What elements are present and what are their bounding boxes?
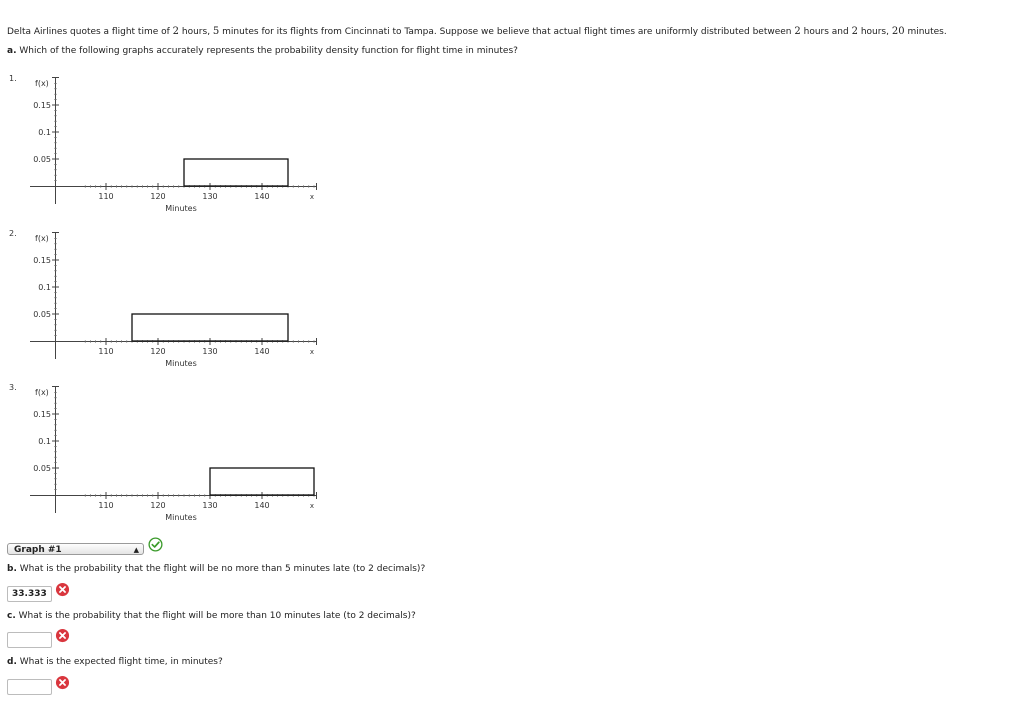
x-tick-label: 140 <box>254 347 270 356</box>
density-rect <box>184 159 288 186</box>
part-c-label: c. <box>7 611 16 621</box>
y-axis-label: f(x) <box>35 234 49 243</box>
part-b-answer-input[interactable]: 33.333 <box>7 586 52 602</box>
y-tick-label: 0.15 <box>33 410 51 419</box>
x-tick-label: 110 <box>98 347 114 356</box>
y-tick-label: 0.05 <box>33 464 51 473</box>
error-icon <box>55 675 70 690</box>
y-tick-label: 0.1 <box>38 283 51 292</box>
intro-text-4: hours and <box>800 27 852 37</box>
graph-number: 1. <box>9 74 17 83</box>
part-c-answer-input[interactable] <box>7 632 52 648</box>
graph-number: 3. <box>9 383 17 392</box>
x-tick-label: 140 <box>254 501 270 510</box>
graph-chart <box>0 225 330 375</box>
graph-select[interactable] <box>7 543 144 555</box>
intro-text-6: minutes. <box>904 27 947 37</box>
x-axis-title: Minutes <box>165 359 197 368</box>
graph-chart <box>0 70 330 220</box>
part-b-text: What is the probability that the flight will be no more than 5 minutes late (to 2 decimals)? <box>16 564 426 574</box>
x-tick-label: 130 <box>202 501 218 510</box>
density-rect <box>132 314 288 341</box>
part-a-question <box>7 46 518 57</box>
y-tick-label: 0.15 <box>33 256 51 265</box>
intro-value-minutes: 5 <box>212 26 220 37</box>
x-axis-end-label: x <box>309 502 315 510</box>
part-d-label: d. <box>7 657 17 667</box>
intro-text-3: minutes for its flights from Cincinnati to Tampa. Suppose we believe that actual flight times are uniformly distributed between <box>219 27 795 37</box>
y-tick-label: 0.05 <box>33 155 51 164</box>
graph-number: 2. <box>9 229 17 238</box>
part-c-text: What is the probability that the flight will be more than 10 minutes late (to 2 decimals)? <box>15 611 416 621</box>
y-tick-label: 0.1 <box>38 437 51 446</box>
graph-chart <box>0 379 330 529</box>
graph-option-2 <box>0 225 330 375</box>
x-tick-label: 120 <box>150 192 166 201</box>
part-d-question <box>7 657 223 668</box>
x-tick-label: 110 <box>98 192 114 201</box>
graph-option-3 <box>0 379 330 529</box>
part-a-text: Which of the following graphs accurately represents the probability density function for flight time in minutes? <box>16 46 518 56</box>
x-tick-label: 120 <box>150 347 166 356</box>
x-tick-label: 130 <box>202 192 218 201</box>
part-d-text: What is the expected flight time, in minutes? <box>16 657 223 667</box>
intro-text-5: hours, <box>857 27 892 37</box>
part-c-question <box>7 611 416 622</box>
x-tick-label: 120 <box>150 501 166 510</box>
x-axis-end-label: x <box>309 193 315 201</box>
intro-value-high-minutes: 20 <box>891 26 905 37</box>
intro-text-1: Delta Airlines quotes a flight time of <box>7 27 173 37</box>
part-a-label: a. <box>7 46 17 56</box>
x-axis-title: Minutes <box>165 513 197 522</box>
error-icon <box>55 582 70 597</box>
y-axis-label: f(x) <box>35 388 49 397</box>
y-axis-label: f(x) <box>35 79 49 88</box>
density-rect <box>210 468 314 495</box>
intro-value-hours: 2 <box>172 26 180 37</box>
check-icon <box>148 537 163 552</box>
x-tick-label: 130 <box>202 347 218 356</box>
x-axis-title: Minutes <box>165 204 197 213</box>
graph-option-1 <box>0 70 330 220</box>
y-tick-label: 0.15 <box>33 101 51 110</box>
graph-select-value: Graph #1 <box>14 545 62 555</box>
part-b-question <box>7 564 425 575</box>
x-axis-end-label: x <box>309 348 315 356</box>
intro-value-low-hours: 2 <box>794 26 801 37</box>
select-arrows-icon: ▲ <box>133 546 139 554</box>
problem-intro <box>7 26 947 38</box>
x-tick-label: 140 <box>254 192 270 201</box>
error-icon <box>55 628 70 643</box>
intro-value-high-hours: 2 <box>851 26 858 37</box>
y-tick-label: 0.1 <box>38 128 51 137</box>
x-tick-label: 110 <box>98 501 114 510</box>
part-b-label: b. <box>7 564 17 574</box>
intro-text-2: hours, <box>179 27 213 37</box>
part-d-answer-input[interactable] <box>7 679 52 695</box>
y-tick-label: 0.05 <box>33 310 51 319</box>
